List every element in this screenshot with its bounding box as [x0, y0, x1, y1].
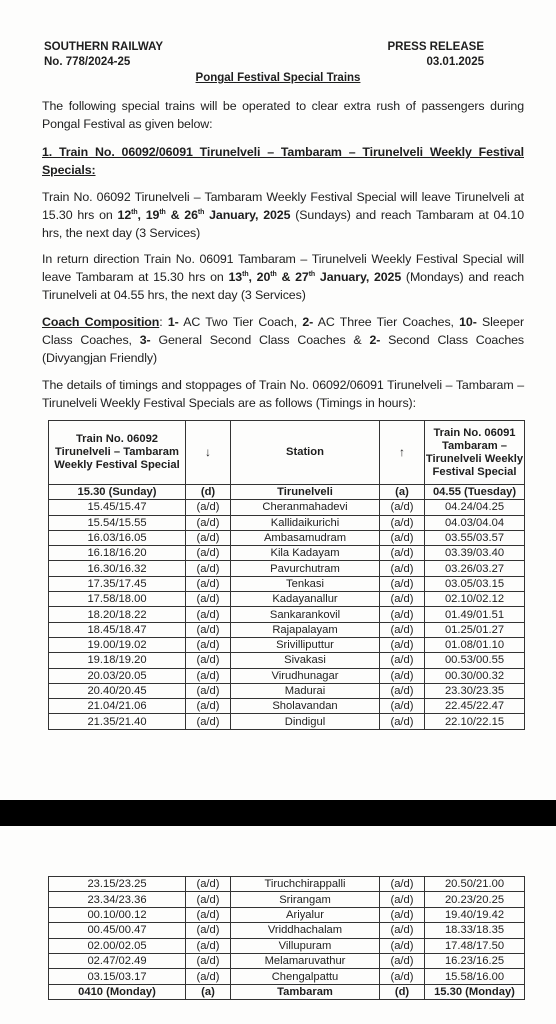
up-arrow-icon: ↑ — [380, 421, 425, 485]
direction-06092-cell: (a/d) — [186, 561, 231, 576]
departure-06091-cell: 23.30/23.35 — [425, 683, 525, 698]
timetable-row — [49, 892, 525, 907]
direction-06092-cell: (a/d) — [186, 892, 231, 907]
direction-06092-cell: (a/d) — [186, 923, 231, 938]
departure-06091-cell: 04.24/04.25 — [425, 500, 525, 515]
direction-06092-cell: (a/d) — [186, 500, 231, 515]
direction-06091-cell: (a/d) — [380, 500, 425, 515]
station-cell: Virudhunagar — [231, 668, 380, 683]
direction-06091-cell: (a/d) — [380, 714, 425, 729]
departure-06092-cell: 19.00/19.02 — [49, 637, 186, 652]
direction-06091-cell: (a/d) — [380, 653, 425, 668]
departure-06091-cell: 22.10/22.15 — [425, 714, 525, 729]
direction-06091-cell: (a/d) — [380, 530, 425, 545]
station-cell: Srirangam — [231, 892, 380, 907]
departure-06091-cell: 00.30/00.32 — [425, 668, 525, 683]
direction-06091-cell: (a/d) — [380, 938, 425, 953]
departure-06092-cell: 03.15/03.17 — [49, 969, 186, 984]
outbound-text-end: (Sundays) and reach Tambaram at 04.10 hrs, the next day (3 Services) — [42, 208, 525, 240]
station-cell: Tiruchchirappalli — [231, 877, 380, 892]
departure-06092-cell: 15.54/15.55 — [49, 515, 186, 530]
direction-06091-cell: (a/d) — [380, 923, 425, 938]
section-heading: 1. Train No. 06092/06091 Tirunelveli – Tambaram – Tirunelveli Weekly Festival Specials: — [42, 145, 524, 177]
station-cell: Ariyalur — [231, 907, 380, 922]
outbound-text: Train No. 06092 Tirunelveli – Tambaram Weekly Festival Special will leave Tirunelveli at 15.30 hrs on — [42, 190, 524, 222]
station-cell: Pavurchutram — [231, 561, 380, 576]
departure-06091-cell: 00.53/00.55 — [425, 653, 525, 668]
station-cell: Sivakasi — [231, 653, 380, 668]
departure-06092-cell: 02.00/02.05 — [49, 938, 186, 953]
departure-06091-cell: 03.55/03.57 — [425, 530, 525, 545]
direction-06091-cell: (a/d) — [380, 668, 425, 683]
departure-06092-cell: 21.35/21.40 — [49, 714, 186, 729]
release-date: 03.01.2025 — [426, 56, 484, 68]
departure-06092-cell: 21.04/21.06 — [49, 699, 186, 714]
station-cell: Chengalpattu — [231, 969, 380, 984]
departure-06092-cell: 00.45/00.47 — [49, 923, 186, 938]
departure-06091-cell: 19.40/19.42 — [425, 907, 525, 922]
return-dates: 13th, 20th & 27th January, 2025 — [228, 270, 402, 284]
intro-paragraph: The following special trains will be operated to clear extra rush of passengers during Pongal Festival as given below: — [42, 99, 524, 131]
direction-06091-cell: (a/d) — [380, 877, 425, 892]
departure-06091-cell: 22.45/22.47 — [425, 699, 525, 714]
timetable-row — [49, 953, 525, 968]
departure-06092-cell: 19.18/19.20 — [49, 653, 186, 668]
departure-06091-cell: 20.23/20.25 — [425, 892, 525, 907]
departure-06091-cell: 01.49/01.51 — [425, 607, 525, 622]
station-cell: Vriddhachalam — [231, 923, 380, 938]
timetable-row — [49, 969, 525, 984]
departure-06092-cell: 00.10/00.12 — [49, 907, 186, 922]
direction-06092-cell: (a/d) — [186, 546, 231, 561]
departure-06092-cell: 15.30 (Sunday) — [49, 485, 186, 500]
departure-06091-cell: 18.33/18.35 — [425, 923, 525, 938]
return-paragraph — [42, 250, 524, 304]
direction-06091-cell: (a/d) — [380, 546, 425, 561]
timetable-row — [49, 668, 525, 683]
timetable-row — [49, 546, 525, 561]
document-title-wrap — [0, 72, 556, 84]
timetable-row — [49, 500, 525, 515]
station-cell: Madurai — [231, 683, 380, 698]
station-cell: Melamaruvathur — [231, 953, 380, 968]
direction-06091-cell: (a/d) — [380, 622, 425, 637]
direction-06091-cell: (a/d) — [380, 892, 425, 907]
departure-06091-cell: 15.30 (Monday) — [425, 984, 525, 999]
direction-06092-cell: (a) — [186, 984, 231, 999]
direction-06091-cell: (a/d) — [380, 683, 425, 698]
timetable-part-1 — [48, 420, 525, 730]
direction-06091-cell: (a/d) — [380, 592, 425, 607]
departure-06092-cell: 02.47/02.49 — [49, 953, 186, 968]
direction-06092-cell: (a/d) — [186, 938, 231, 953]
outbound-paragraph — [42, 188, 524, 242]
departure-06092-cell: 20.03/20.05 — [49, 668, 186, 683]
station-cell: Ambasamudram — [231, 530, 380, 545]
departure-06092-cell: 17.58/18.00 — [49, 592, 186, 607]
timetable-row — [49, 984, 525, 999]
direction-06092-cell: (a/d) — [186, 969, 231, 984]
departure-06092-cell: 16.03/16.05 — [49, 530, 186, 545]
document-title: Pongal Festival Special Trains — [195, 72, 361, 84]
timetable-row — [49, 938, 525, 953]
departure-06091-cell: 20.50/21.00 — [425, 877, 525, 892]
outbound-dates: 12th, 19th & 26th January, 2025 — [117, 208, 291, 222]
document-header-right — [388, 40, 485, 70]
direction-06092-cell: (a/d) — [186, 515, 231, 530]
timetable-part-2 — [48, 876, 525, 1000]
departure-06092-cell: 16.18/16.20 — [49, 546, 186, 561]
station-cell: Srivilliputtur — [231, 637, 380, 652]
departure-06091-cell: 03.39/03.40 — [425, 546, 525, 561]
departure-06092-cell: 23.15/23.25 — [49, 877, 186, 892]
direction-06091-cell: (a/d) — [380, 515, 425, 530]
direction-06091-cell: (a/d) — [380, 637, 425, 652]
timetable-row — [49, 637, 525, 652]
departure-06091-cell: 04.03/04.04 — [425, 515, 525, 530]
header-train-06092: Train No. 06092 Tirunelveli – Tambaram Weekly Festival Special — [49, 421, 186, 485]
direction-06091-cell: (a/d) — [380, 607, 425, 622]
timings-intro-paragraph: The details of timings and stoppages of Train No. 06092/06091 Tirunelveli – Tambaram – Tirunelveli Weekly Festival Specials are as follows (Timings in hours): — [42, 378, 524, 410]
direction-06092-cell: (a/d) — [186, 953, 231, 968]
timetable-row — [49, 515, 525, 530]
document-header-left — [44, 40, 163, 70]
coach-composition-label: Coach Composition — [42, 315, 160, 329]
coach-composition-paragraph: Coach Composition: 1- AC Two Tier Coach, 2- AC Three Tier Coaches, 10- Sleeper Class Coaches, 3- General Second Class Coaches & 2- Second Class Coaches (Divyangjan Friendly) — [42, 315, 525, 365]
return-text: In return direction Train No. 06091 Tambaram – Tirunelveli Weekly Festival Special will leave Tambaram at 15.30 hrs on — [42, 252, 524, 284]
timetable-row — [49, 561, 525, 576]
direction-06092-cell: (a/d) — [186, 653, 231, 668]
direction-06091-cell: (a/d) — [380, 561, 425, 576]
departure-06091-cell: 17.48/17.50 — [425, 938, 525, 953]
direction-06092-cell: (a/d) — [186, 668, 231, 683]
station-cell: Sholavandan — [231, 699, 380, 714]
station-cell: Villupuram — [231, 938, 380, 953]
departure-06091-cell: 16.23/16.25 — [425, 953, 525, 968]
station-cell: Tambaram — [231, 984, 380, 999]
down-arrow-icon: ↓ — [186, 421, 231, 485]
direction-06092-cell: (a/d) — [186, 714, 231, 729]
timetable-row — [49, 923, 525, 938]
direction-06091-cell: (a/d) — [380, 969, 425, 984]
direction-06092-cell: (d) — [186, 485, 231, 500]
direction-06091-cell: (a/d) — [380, 953, 425, 968]
direction-06092-cell: (a/d) — [186, 907, 231, 922]
station-cell: Cheranmahadevi — [231, 500, 380, 515]
direction-06092-cell: (a/d) — [186, 877, 231, 892]
header-train-06091: Train No. 06091 Tambaram – Tirunelveli Weekly Festival Special — [425, 421, 525, 485]
press-release-number: No. 778/2024-25 — [44, 56, 131, 68]
direction-06092-cell: (a/d) — [186, 683, 231, 698]
departure-06092-cell: 20.40/20.45 — [49, 683, 186, 698]
station-cell: Kila Kadayam — [231, 546, 380, 561]
station-cell: Sankarankovil — [231, 607, 380, 622]
departure-06092-cell: 23.34/23.36 — [49, 892, 186, 907]
departure-06092-cell: 15.45/15.47 — [49, 500, 186, 515]
return-text-end: (Mondays) and reach Tirunelveli at 04.55 hrs, the next day (3 Services) — [42, 270, 524, 302]
station-cell: Kadayanallur — [231, 592, 380, 607]
timetable-row — [49, 653, 525, 668]
timetable-row — [49, 699, 525, 714]
timetable-row — [49, 622, 525, 637]
direction-06091-cell: (a/d) — [380, 699, 425, 714]
station-cell: Kallidaikurichi — [231, 515, 380, 530]
timetable-row — [49, 485, 525, 500]
header-station: Station — [231, 421, 380, 485]
departure-06092-cell: 0410 (Monday) — [49, 984, 186, 999]
departure-06092-cell: 18.45/18.47 — [49, 622, 186, 637]
organization-name: SOUTHERN RAILWAY — [44, 41, 164, 53]
direction-06091-cell: (a) — [380, 485, 425, 500]
timetable-row — [49, 530, 525, 545]
departure-06091-cell: 01.25/01.27 — [425, 622, 525, 637]
departure-06091-cell: 15.58/16.00 — [425, 969, 525, 984]
direction-06091-cell: (a/d) — [380, 576, 425, 591]
departure-06091-cell: 01.08/01.10 — [425, 637, 525, 652]
direction-06091-cell: (d) — [380, 984, 425, 999]
station-cell: Tenkasi — [231, 576, 380, 591]
direction-06092-cell: (a/d) — [186, 622, 231, 637]
document-type: PRESS RELEASE — [387, 41, 484, 53]
direction-06092-cell: (a/d) — [186, 592, 231, 607]
departure-06092-cell: 16.30/16.32 — [49, 561, 186, 576]
direction-06091-cell: (a/d) — [380, 907, 425, 922]
departure-06091-cell: 03.05/03.15 — [425, 576, 525, 591]
station-cell: Rajapalayam — [231, 622, 380, 637]
timetable-row — [49, 576, 525, 591]
direction-06092-cell: (a/d) — [186, 607, 231, 622]
page-separator-bar — [0, 800, 556, 826]
timetable-row — [49, 907, 525, 922]
direction-06092-cell: (a/d) — [186, 637, 231, 652]
direction-06092-cell: (a/d) — [186, 699, 231, 714]
departure-06091-cell: 04.55 (Tuesday) — [425, 485, 525, 500]
departure-06091-cell: 02.10/02.12 — [425, 592, 525, 607]
timetable-row — [49, 592, 525, 607]
station-cell: Tirunelveli — [231, 485, 380, 500]
departure-06092-cell: 17.35/17.45 — [49, 576, 186, 591]
timetable-row — [49, 714, 525, 729]
station-cell: Dindigul — [231, 714, 380, 729]
departure-06091-cell: 03.26/03.27 — [425, 561, 525, 576]
timetable-row — [49, 683, 525, 698]
direction-06092-cell: (a/d) — [186, 576, 231, 591]
timetable-row — [49, 607, 525, 622]
direction-06092-cell: (a/d) — [186, 530, 231, 545]
timetable-row — [49, 877, 525, 892]
departure-06092-cell: 18.20/18.22 — [49, 607, 186, 622]
